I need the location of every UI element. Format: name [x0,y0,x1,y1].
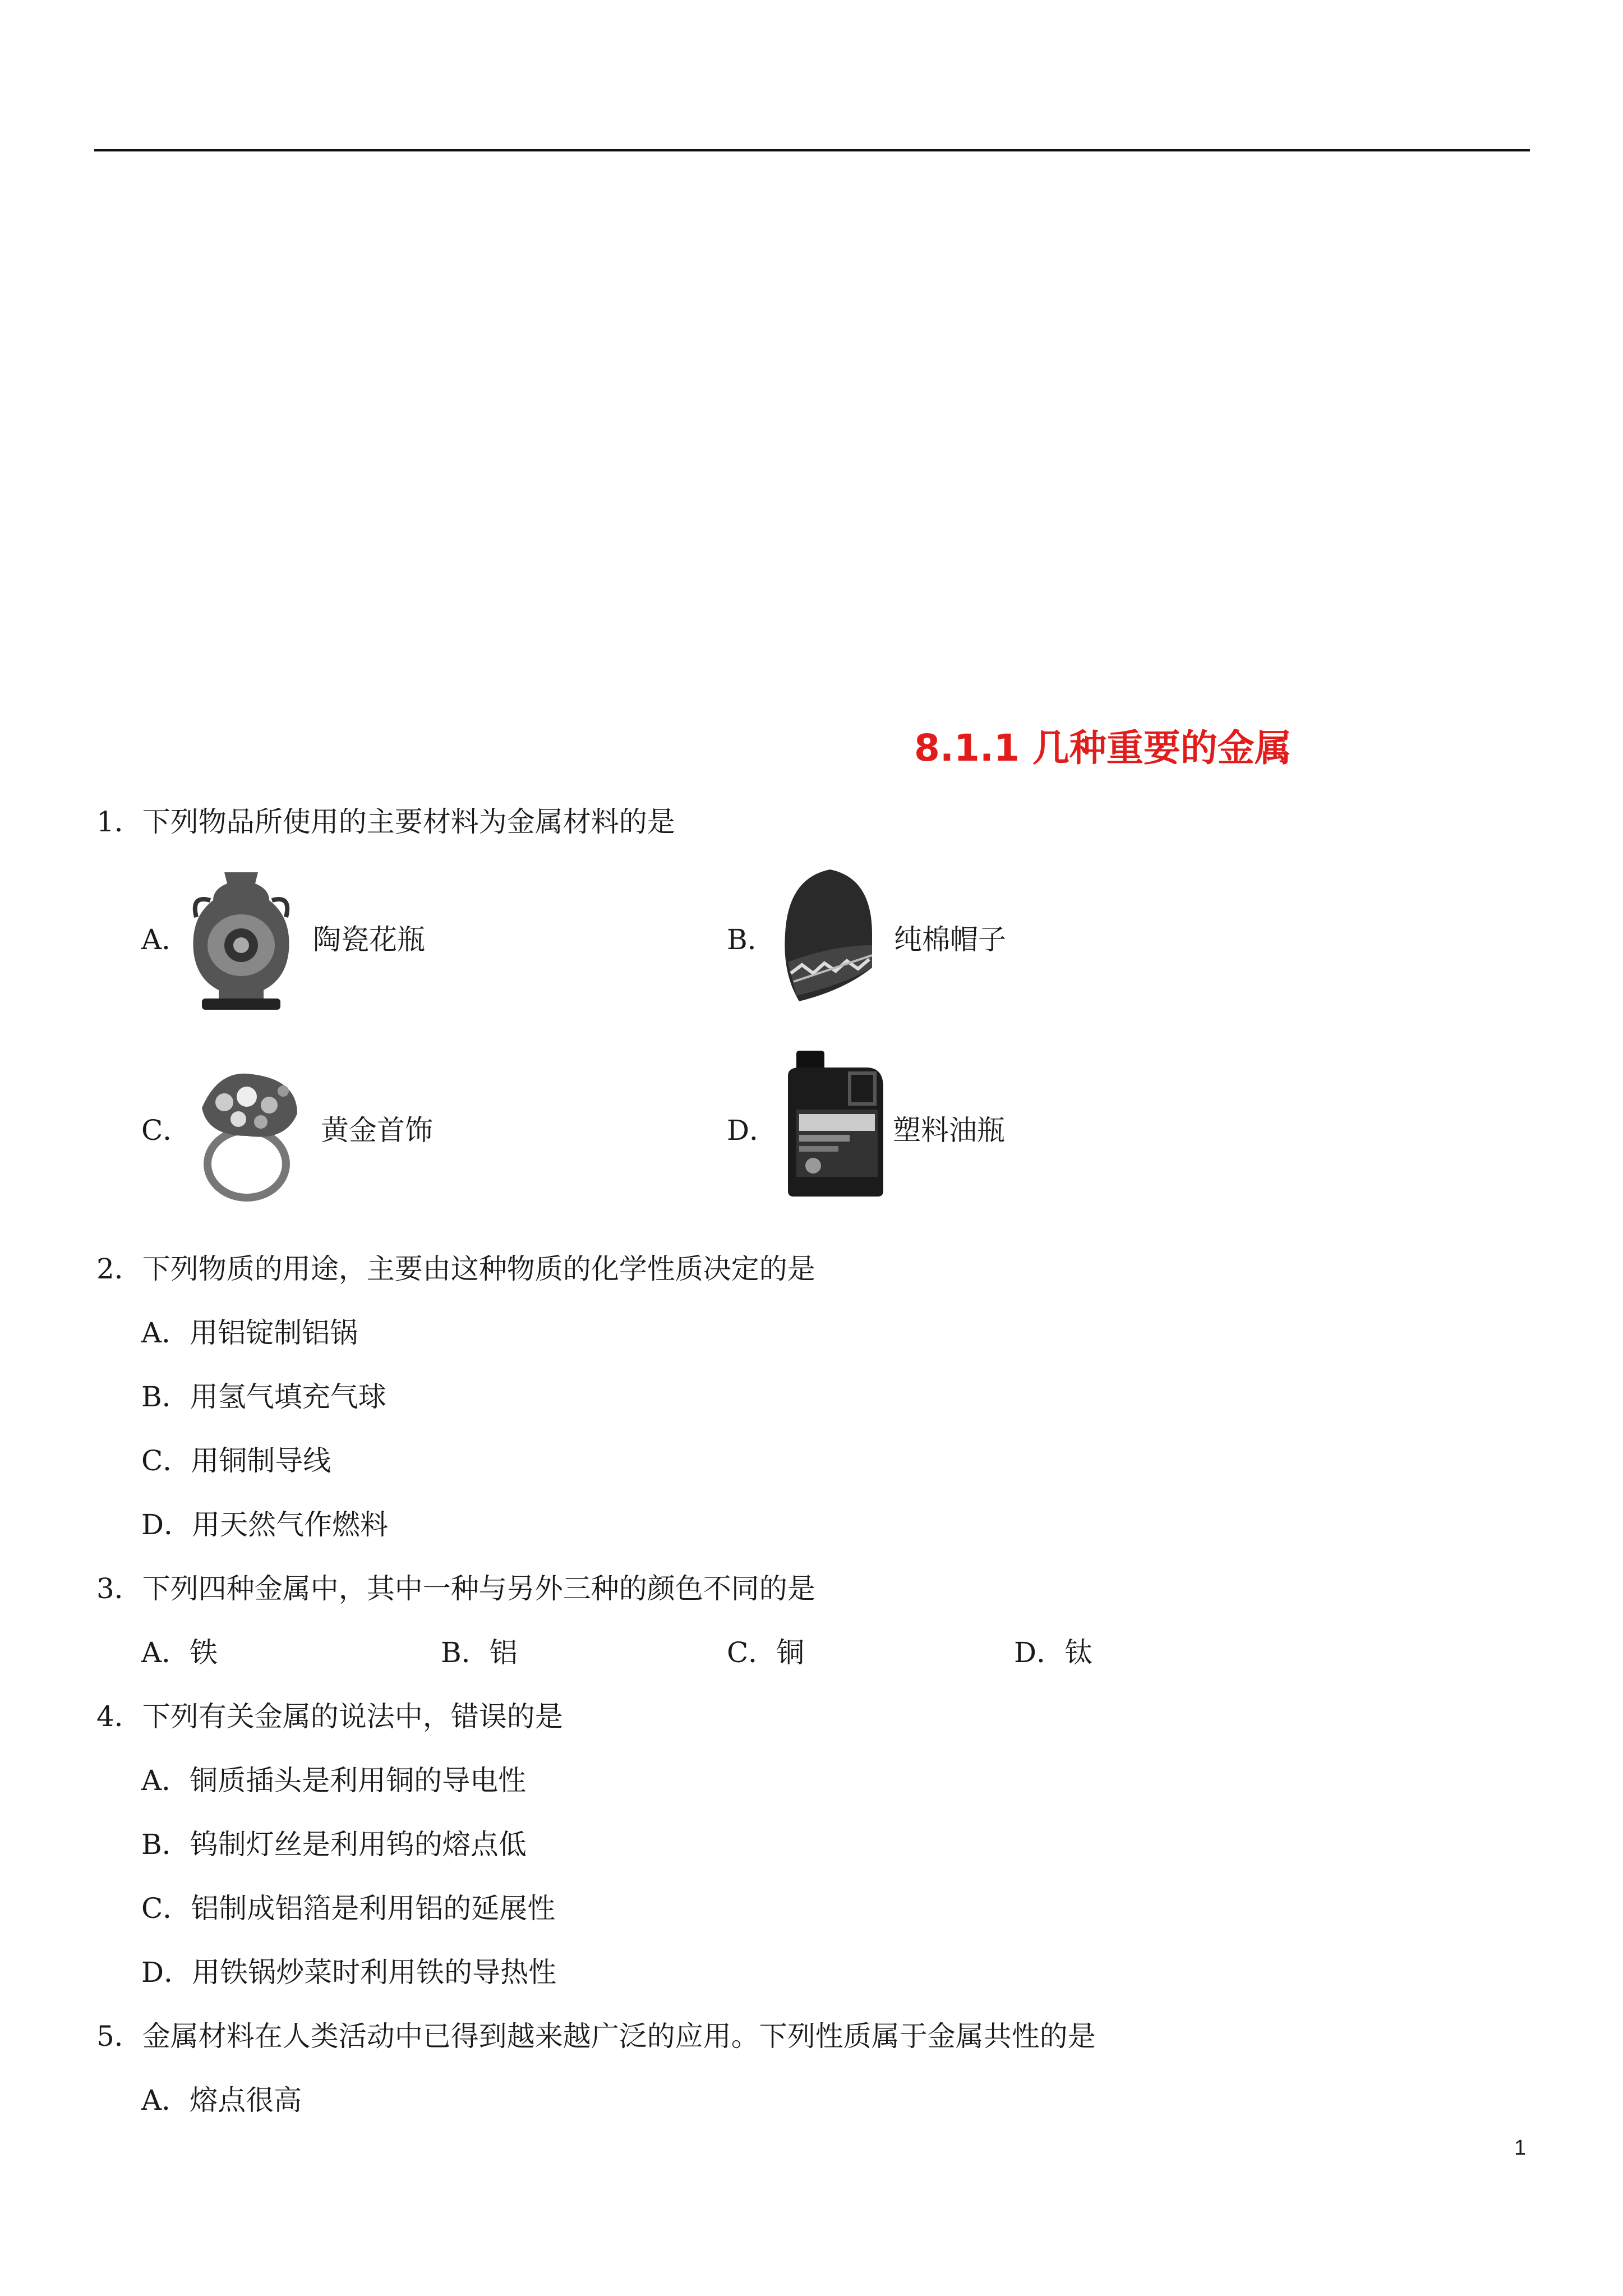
q2-option-a: A．用铝锭制铝锅 [141,1317,358,1349]
vase-image [185,867,297,1013]
q1-option-d-letter: D． [727,1114,778,1147]
cotton-hat-image [777,861,883,1013]
oil-bottle-image [782,1048,889,1199]
q3-option-a: A．铁 [141,1636,218,1669]
question-4-stem: 4．下列有关金属的说法中，错误的是 [96,1700,563,1733]
section-title: 8.1.1 几种重要的金属 [914,726,1292,770]
q3-option-c: C．铜 [727,1636,805,1669]
q1-option-d-text: 塑料油瓶 [893,1114,1005,1147]
q4-option-b: B．钨制灯丝是利用钨的熔点低 [141,1828,527,1861]
q1-option-b-text: 纯棉帽子 [894,923,1006,956]
question-5-stem: 5．金属材料在人类活动中已得到越来越广泛的应用。下列性质属于金属共性的是 [96,2020,1096,2053]
q1-option-c-letter: C． [141,1114,191,1147]
question-3-stem: 3．下列四种金属中，其中一种与另外三种的颜色不同的是 [96,1572,815,1605]
q4-option-a: A．铜质插头是利用铜的导电性 [141,1764,527,1797]
q1-option-b-letter: B． [727,923,776,956]
question-2-stem: 2．下列物质的用途，主要由这种物质的化学性质决定的是 [96,1253,815,1285]
q2-option-c: C．用铜制导线 [141,1444,331,1477]
q4-option-d: D．用铁锅炒菜时利用铁的导热性 [141,1956,557,1989]
gold-ring-image [185,1057,314,1209]
q1-option-a-letter: A． [141,923,190,956]
q4-option-c: C．铝制成铝箔是利用铝的延展性 [141,1892,556,1925]
q3-option-b: B．铝 [441,1636,518,1669]
question-1-stem: 1．下列物品所使用的主要材料为金属材料的是 [96,806,675,838]
q2-option-b: B．用氢气填充气球 [141,1381,386,1413]
q5-option-a: A．熔点很高 [141,2084,302,2116]
q1-option-c-text: 黄金首饰 [321,1114,433,1147]
q1-option-a-text: 陶瓷花瓶 [313,923,425,956]
page-number: 1 [1514,2136,1527,2160]
q3-option-d: D．钛 [1014,1636,1093,1669]
q2-option-d: D．用天然气作燃料 [141,1508,389,1541]
header-rule [94,149,1530,151]
